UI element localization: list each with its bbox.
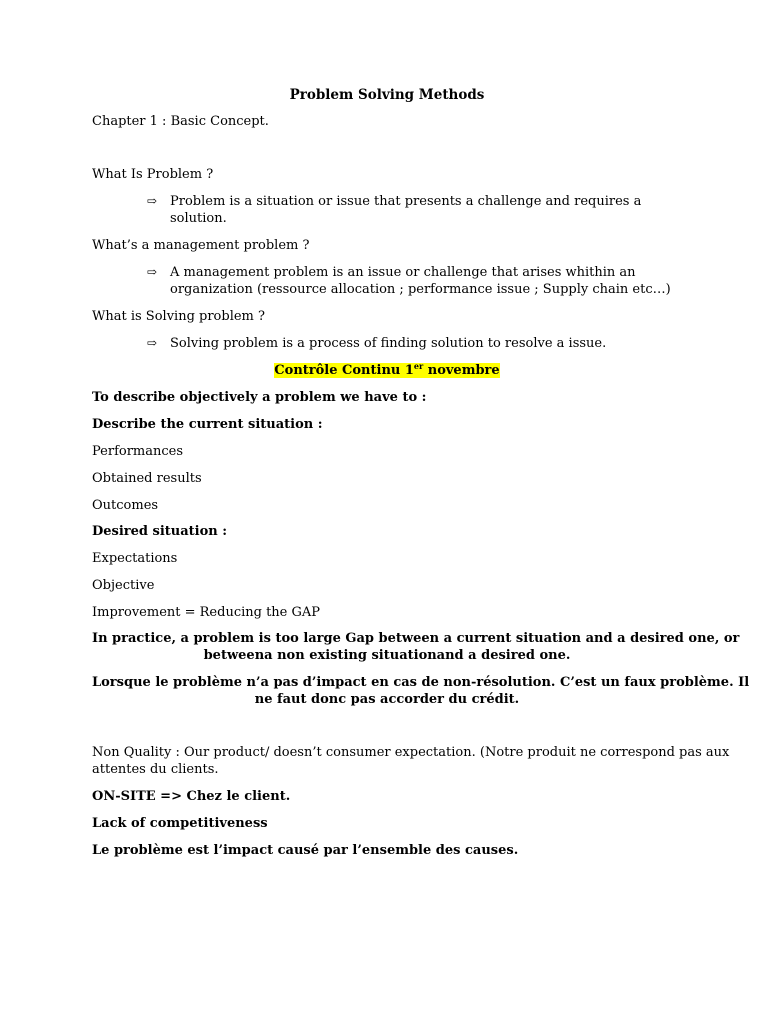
question-management-problem: What’s a management problem ? xyxy=(92,238,310,253)
desired-situation-heading: Desired situation : xyxy=(92,524,228,539)
highlighted-exam-date: Contrôle Continu 1er novembre xyxy=(274,361,500,378)
practice-statement-line-2: betweena non existing situationand a desired one. xyxy=(203,648,571,663)
document-title: Problem Solving Methods xyxy=(289,87,485,103)
lack-competitiveness: Lack of competitiveness xyxy=(92,816,268,831)
answer-text: Problem is a situation or issue that presents a challenge and requires a solution. xyxy=(170,194,642,226)
desired-item: Expectations xyxy=(92,551,178,566)
answer-text: Solving problem is a process of finding solution to resolve a issue. xyxy=(170,336,607,351)
question-what-is-problem: What Is Problem ? xyxy=(92,167,214,182)
final-statement: Le problème est l’impact causé par l’ensemble des causes. xyxy=(92,843,519,858)
answer-text: A management problem is an issue or challenge that arises whithin an organization (ressource allocation ; performance issue ; Supply chain etc…) xyxy=(170,265,671,297)
arrow-bullet-icon: ⇨ xyxy=(147,336,158,350)
arrow-bullet-icon: ⇨ xyxy=(147,265,158,279)
chapter-heading: Chapter 1 : Basic Concept. xyxy=(92,114,269,129)
current-item: Performances xyxy=(92,444,184,459)
french-statement-line-2: ne faut donc pas accorder du crédit. xyxy=(254,692,520,707)
document-page xyxy=(92,86,750,859)
non-quality-line-2: attentes du clients. xyxy=(92,762,219,777)
non-quality-line-1: Non Quality : Our product/ doesn’t consumer expectation. (Notre produit ne correspond pas aux xyxy=(92,745,730,760)
current-item: Obtained results xyxy=(92,471,202,486)
desired-item: Objective xyxy=(92,578,155,593)
on-site-note: ON-SITE => Chez le client. xyxy=(92,789,291,804)
french-statement-line-1: Lorsque le problème n’a pas d’impact en cas de non-résolution. C’est un faux problème. Il xyxy=(92,675,750,690)
describe-intro: To describe objectively a problem we have to : xyxy=(92,390,427,405)
exam-note xyxy=(92,362,682,379)
current-item: Outcomes xyxy=(92,498,159,513)
answer-solving-problem xyxy=(92,335,682,352)
answer-what-is-problem xyxy=(92,193,682,227)
answer-management-problem xyxy=(92,264,682,298)
current-situation-heading: Describe the current situation : xyxy=(92,417,323,432)
practice-statement-line-1: In practice, a problem is too large Gap between a current situation and a desired one, or xyxy=(92,631,740,646)
arrow-bullet-icon: ⇨ xyxy=(147,194,158,208)
desired-item: Improvement = Reducing the GAP xyxy=(92,605,321,620)
question-solving-problem: What is Solving problem ? xyxy=(92,309,265,324)
